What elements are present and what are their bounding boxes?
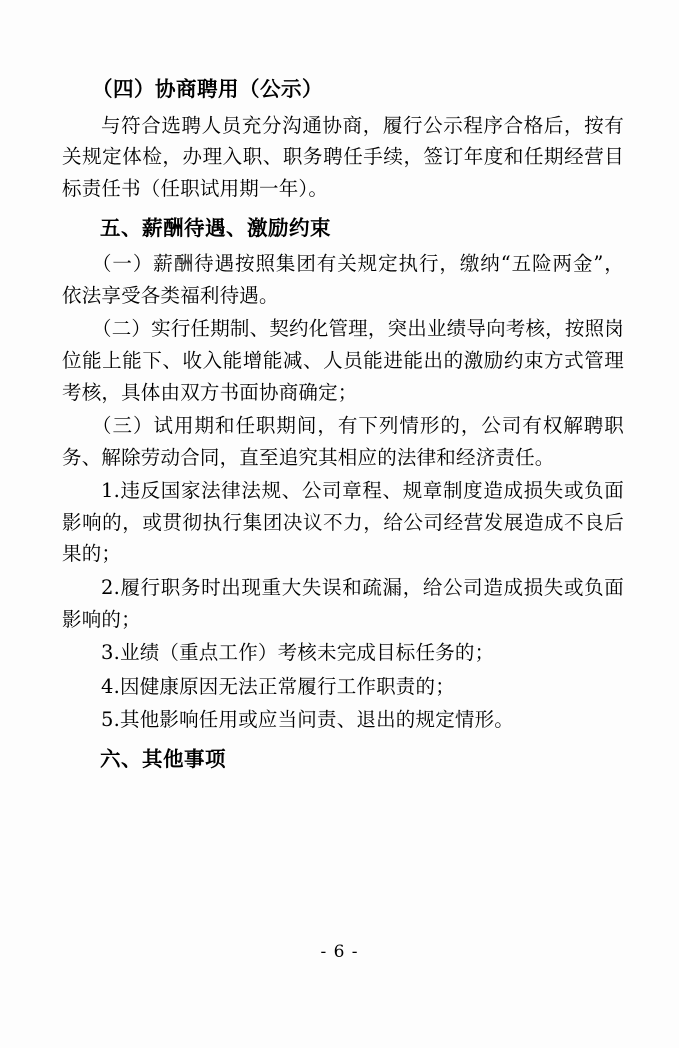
paragraph-negotiated-hiring: 与符合选聘人员充分沟通协商，履行公示程序合格后，按有关规定体检，办理入职、职务聘任手续，签订年度和任期经营目标责任书（任职试用期一年）。 [62, 113, 624, 200]
section-heading-four: （四）协商聘用（公示） [92, 77, 323, 101]
paragraph-termination-conditions: （三）试用期和任职期间，有下列情形的，公司有权解聘职务、解除劳动合同，直至追究其相应的法律和经济责任。 [62, 414, 624, 469]
list-item-1: 1.违反国家法律法规、公司章程、规章制度造成损失或负面影响的，或贯彻执行集团决议不力，给公司经营发展造成不良后果的； [62, 479, 624, 566]
list-item-2: 2.履行职务时出现重大失误和疏漏，给公司造成损失或负面影响的； [62, 576, 624, 631]
document-body [62, 74, 624, 780]
list-item-5: 5.其他影响任用或应当问责、退出的规定情形。 [101, 708, 515, 732]
page-number-footer: - 6 - [320, 942, 359, 962]
paragraph-contract-management: （二）实行任期制、契约化管理，突出业绩导向考核，按照岗位能上能下、收入能增能减、人员能进能出的激励约束方式管理考核，具体由双方书面协商确定； [62, 317, 624, 404]
paragraph-salary-benefits: （一）薪酬待遇按照集团有关规定执行，缴纳“五险两金”，依法享受各类福利待遇。 [62, 252, 624, 307]
section-heading-five: 五、薪酬待遇、激励约束 [100, 215, 331, 240]
list-item-4: 4.因健康原因无法正常履行工作职责的； [101, 674, 455, 698]
section-heading-six: 六、其他事项 [100, 746, 226, 771]
list-item-3: 3.业绩（重点工作）考核未完成目标任务的； [101, 641, 495, 665]
